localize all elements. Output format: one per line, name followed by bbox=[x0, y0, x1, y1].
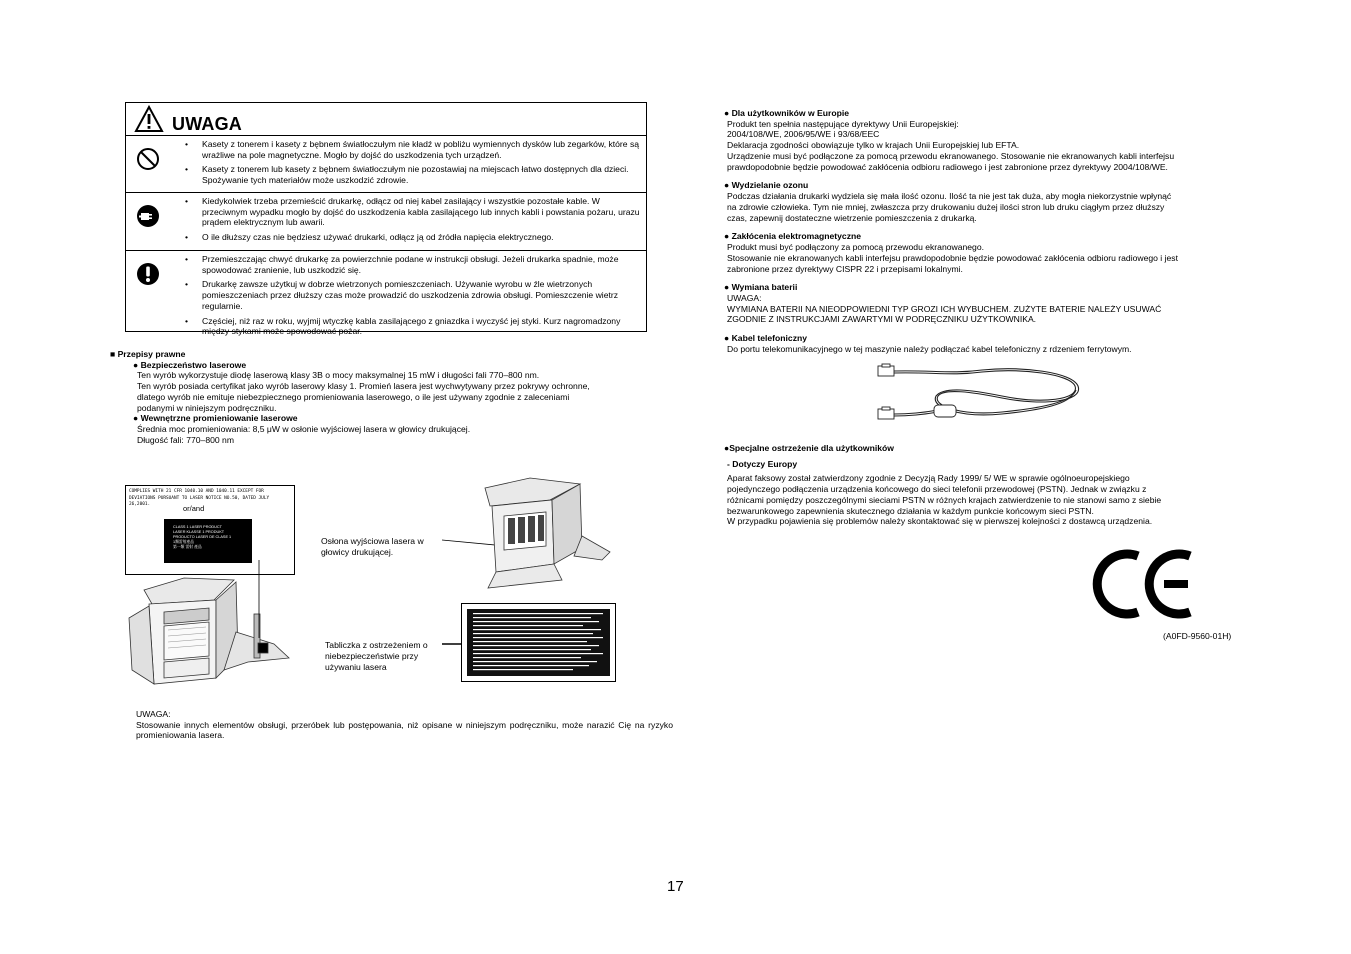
compliance-label-text bbox=[126, 486, 294, 512]
warning-list bbox=[126, 196, 646, 243]
emc-line: zabronione przez dyrektywy CISPR 22 i przepisami lokalnymi. bbox=[727, 263, 963, 274]
special-heading: ●Specjalne ostrzeżenie dla użytkowników bbox=[724, 443, 894, 453]
laser-safety-line: dlatego wyrób nie emituje niebezpiecznego promieniowania laserowego, o ile jest używany zgodnie z zaleceniami bbox=[137, 391, 570, 402]
warning-item: • Kasety z tonerem i kasety z bębnem światłoczułym nie kładź w pobliżu wymiennych dysków lub zegarków, które są wrażliwe na pole magnetyczne. Mogło by dojść do uszkodzenia tych urządzeń. bbox=[202, 139, 640, 160]
ozone-heading: ● Wydzielanie ozonu bbox=[724, 180, 809, 191]
warning-item: • Kasety z tonerem lub kasety z bębnem światłoczułym nie pozostawiaj na miejscach łatwo dostępnych dla dzieci. Spożywanie tych materiałów może uszkodzić zdrowie. bbox=[202, 164, 640, 185]
battery-line: ZGODNIE Z INSTRUKCJAMI ZAWARTYMI W PODRĘCZNIKU UŻYTKOWNIKA. bbox=[727, 314, 1037, 325]
callout-plate: Tabliczka z ostrzeżeniem o niebezpieczeństwie przy używaniu lasera bbox=[325, 640, 428, 673]
ozone-line: na zdrowie człowieka. Tym nie mniej, zwłaszcza przy drukowaniu dużej ilości stron lub druku ciągłym przez dłuższy bbox=[727, 201, 1165, 212]
europe-line: 2004/108/WE, 2006/95/WE i 93/68/EEC bbox=[727, 129, 880, 140]
europe-line: Produkt ten spełnia następujące dyrektywy Unii Europejskiej: bbox=[727, 118, 959, 129]
phone-cable-illustration bbox=[872, 358, 1087, 430]
europe-line: prawdopodobnie będzie powodować zakłócenia odbioru radiowego i jest zabronione przez dyrektywy 2004/108/WE. bbox=[727, 161, 1168, 172]
battery-line: UWAGA: bbox=[727, 293, 762, 304]
laser-safety-line: Ten wyrób posiada certyfikat jako wyrób laserowy klasy 1. Promień lasera jest wychwytywany przez pokrywy ochronne, bbox=[137, 381, 590, 392]
class1-laser-label bbox=[164, 519, 252, 563]
special-warning-section bbox=[724, 443, 1244, 527]
callout-aperture: Osłona wyjściowa lasera w głowicy drukującej. bbox=[321, 536, 424, 558]
laser-warning-plate-text bbox=[467, 609, 610, 676]
internal-radiation-line: Średnia moc promieniowania: 8,5 μW w osłonie wyjściowej lasera w głowicy drukującej. bbox=[137, 424, 471, 435]
laser-note bbox=[136, 709, 673, 741]
phone-line: Do portu telekomunikacyjnego w tej maszynie należy podłączać kabel telefoniczny z rdzeniem ferrytowym. bbox=[727, 343, 1132, 354]
battery-heading: ● Wymiana baterii bbox=[724, 282, 798, 293]
laser-warning-plate-frame bbox=[461, 603, 616, 682]
class1-line: 第一類 雷射 產品 bbox=[173, 544, 202, 549]
unplug-icon bbox=[136, 204, 160, 228]
ozone-line: Podczas działania drukarki wydziela się mała ilość ozonu. Ilość ta nie jest tak duża, aby mogła niekorzystnie wpłynąć bbox=[727, 191, 1172, 202]
phone-heading: ● Kabel telefoniczny bbox=[724, 333, 808, 344]
internal-radiation-heading: ● Wewnętrzne promieniowanie laserowe bbox=[133, 413, 298, 424]
legal-section bbox=[110, 349, 670, 446]
note-text: Stosowanie innych elementów obsługi, przeróbek lub postępowania, niż opisane w niniejszym podręczniku, może narazić Cię na ryzyko promieniowania lasera. bbox=[136, 719, 673, 741]
compliance-line: COMPLIES WITH 21 CFR 1040.10 AND 1040.11 EXCEPT FOR bbox=[129, 489, 264, 494]
class1-line: LASER KLASSE 1 PRODUKT bbox=[173, 529, 225, 534]
no-entry-icon bbox=[136, 147, 160, 171]
special-line: Aparat faksowy został zatwierdzony zgodnie z Decyzją Rady 1999/ 5/ WE w sprawie ogólnoeuropejskiego bbox=[727, 473, 1130, 484]
warning-list bbox=[126, 254, 646, 337]
printer-front-illustration bbox=[124, 560, 294, 700]
note-heading: UWAGA: bbox=[136, 709, 171, 719]
special-line: bezwarunkowego zapewnienia skutecznego działania w każdym punkcie końcowym sieci PSTN. bbox=[727, 505, 1094, 516]
warning-box bbox=[125, 102, 647, 337]
or-and-text: or/and bbox=[183, 504, 205, 513]
laser-warning-plate bbox=[467, 609, 610, 676]
compliance-line: DEVIATIONS PURSUANT TO LASER NOTICE NO.50, DATED JULY 26,2001. bbox=[129, 495, 270, 508]
ce-mark-icon bbox=[1092, 548, 1194, 620]
battery-line: WYMIANA BATERII NA NIEODPOWIEDNI TYP GROZI ICH WYBUCHEM. ZUŻYTE BATERIE NALEŻY USUWAĆ bbox=[727, 303, 1162, 314]
laser-safety-heading: ● Bezpieczeństwo laserowe bbox=[133, 359, 247, 370]
legal-heading: ■ Przepisy prawne bbox=[110, 349, 186, 359]
europe-heading: ● Dla użytkowników w Europie bbox=[724, 108, 850, 118]
laser-safety-line: podanymi w niniejszym podręczniku. bbox=[137, 402, 277, 413]
warning-section-magnetic bbox=[126, 139, 646, 193]
europe-subheading: - Dotyczy Europy bbox=[727, 458, 798, 469]
class1-line: 1類雷射產品 bbox=[173, 539, 195, 544]
warning-item: • O ile dłuższy czas nie będziesz używać drukarki, odłącz ją od źródła napięcia elektrycznego. bbox=[202, 232, 640, 243]
special-line: W przypadku pojawienia się problemów należy skontaktować się w pierwszej kolejności z dostawcą urządzenia. bbox=[727, 516, 1153, 527]
printer-open-illustration bbox=[470, 476, 615, 596]
warning-item: • Drukarkę zawsze użytkuj w dobrze wietrzonych pomieszczeniach. Używanie wyrobu w źle wietrzonych pomieszczeniach przez dłuższy czas może prowadzić do uszkodzenia zdrowia obsługi. Pomieszczenie wietrz regularnie. bbox=[202, 279, 640, 311]
warning-list bbox=[126, 139, 646, 186]
europe-line: Urządzenie musi być podłączone za pomocą przewodu ekranowanego. Stosowanie nie ekranowanych kabli interfejsu bbox=[727, 150, 1175, 161]
right-column bbox=[724, 108, 1244, 355]
class1-line: PRODUCTO LASER DE CLASE 1 bbox=[173, 534, 232, 539]
warning-header bbox=[126, 103, 646, 136]
warning-item: • Kiedykolwiek trzeba przemieścić drukarkę, odłącz od niej kabel zasilający i wszystkie pozostałe kable. W przeciwnym wypadku mogło by dojść do uszkodzenia kabla zasilającego lub innych kabli i powstania pożaru, urazu prądem elektrycznym lub awarii. bbox=[202, 196, 640, 228]
class1-line: CLASS 1 LASER PRODUCT bbox=[173, 525, 222, 529]
emc-line: Produkt musi być podłączony za pomocą przewodu ekranowanego. bbox=[727, 242, 985, 253]
special-line: pojedynczego podłączenia urządzenia końcowego do sieci telefonii przewodowej (PSTN). Jednak w związku z bbox=[727, 484, 1147, 495]
europe-line: Deklaracja zgodności obowiązuje tylko w krajach Unii Europejskiej lub EFTA. bbox=[727, 140, 1020, 151]
warning-triangle-icon bbox=[134, 105, 164, 133]
internal-radiation-line: Długość fali: 770–800 nm bbox=[137, 434, 234, 445]
laser-safety-line: Ten wyrób wykorzystuje diodę laserową klasy 3B o mocy maksymalnej 15 mW i długości fali 770–800 nm. bbox=[137, 370, 540, 381]
warning-section-general bbox=[126, 254, 646, 343]
warning-section-power bbox=[126, 196, 646, 251]
special-line: różnicami pomiędzy poszczególnymi sieciami PSTN w różnych krajach zatwierdzenie to nie stanowi samo z siebie bbox=[727, 494, 1162, 505]
warning-item: • Przemieszczając chwyć drukarkę za powierzchnie podane w instrukcji obsługi. Jeżeli drukarka spadnie, może spowodować zranienie, lub uszkodzić się. bbox=[202, 254, 640, 275]
emc-heading: ● Zakłócenia elektromagnetyczne bbox=[724, 231, 862, 242]
warning-title: UWAGA bbox=[172, 114, 242, 134]
warning-item: • Częściej, niż raz w roku, wyjmij wtyczkę kabla zasilającego z gniazdka i wyczyść jej styki. Kurz nagromadzony między stykami może spowodować pożar. bbox=[202, 316, 640, 337]
leader-line bbox=[255, 560, 263, 640]
page-number: 17 bbox=[667, 878, 684, 895]
ce-code: (A0FD-9560-01H) bbox=[1163, 631, 1232, 641]
emc-line: Stosowanie nie ekranowanych kabli interfejsu prawdopodobnie będzie powodować zakłócenia odbioru radiowego i jest bbox=[727, 252, 1178, 263]
exclamation-icon bbox=[136, 262, 160, 286]
ozone-line: czas, zapewnij dostateczne wietrzenie pomieszczenia z drukarką. bbox=[727, 212, 977, 223]
